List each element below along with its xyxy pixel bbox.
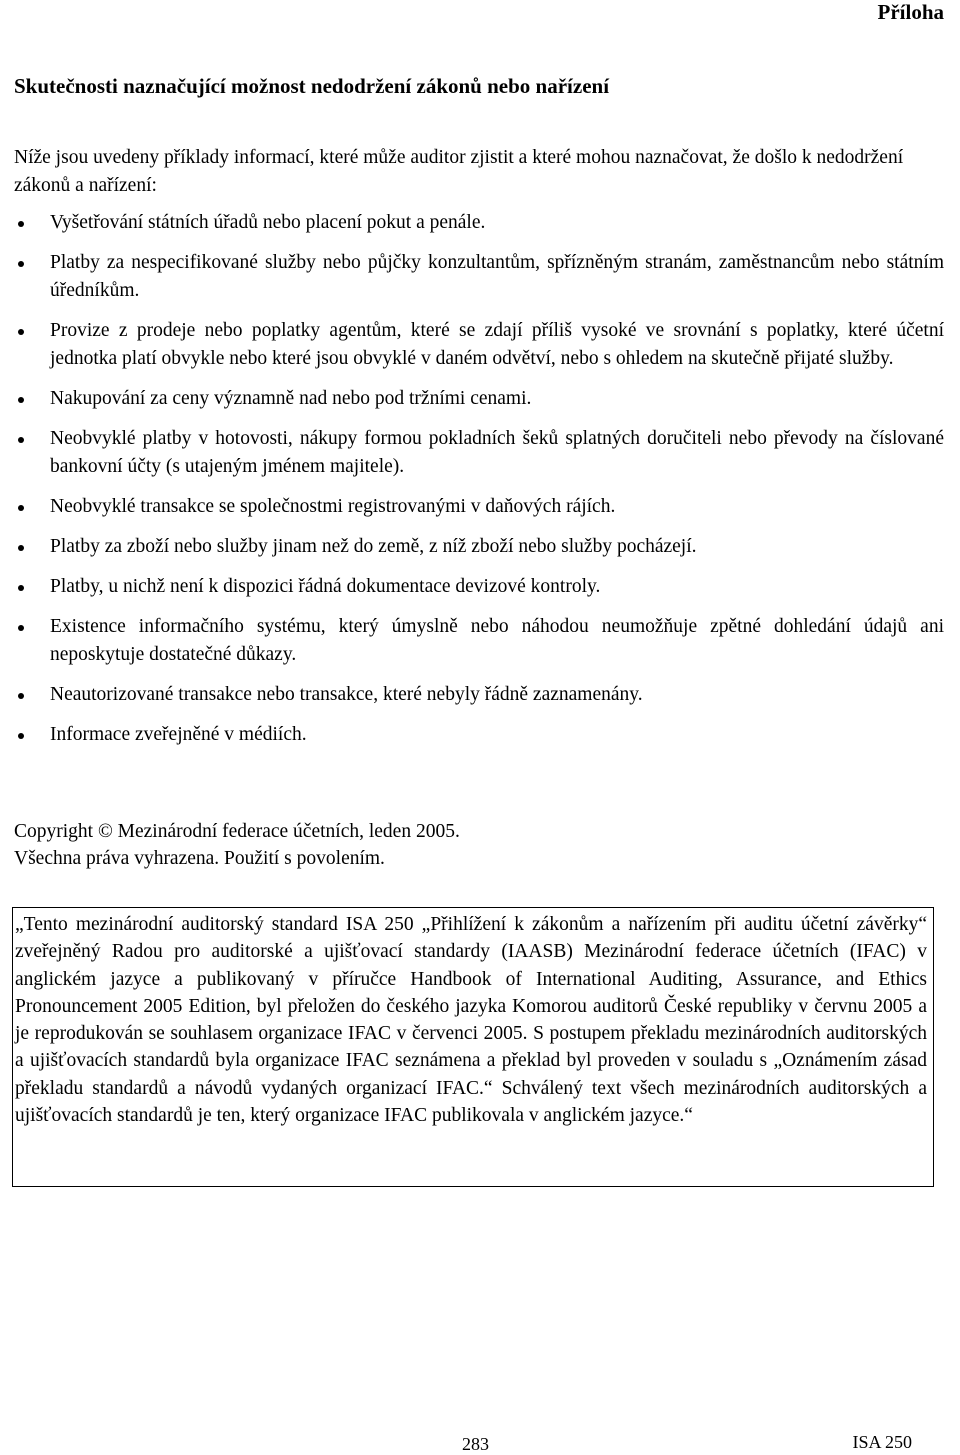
copyright-block bbox=[14, 818, 944, 872]
bullet-icon bbox=[18, 221, 24, 227]
list-item-text: Platby za nespecifikované služby nebo půjčky konzultantům, spřízněným stranám, zaměstnancům nebo státním úředníkům. bbox=[50, 252, 944, 301]
rights-line: Všechna práva vyhrazena. Použití s povolením. bbox=[14, 848, 385, 869]
copyright-line: Copyright © Mezinárodní federace účetních, leden 2005. bbox=[14, 821, 460, 842]
list-item bbox=[14, 385, 944, 413]
list-item bbox=[14, 209, 944, 237]
list-item-text: Vyšetřování státních úřadů nebo placení pokut a penále. bbox=[50, 212, 486, 233]
list-item bbox=[14, 425, 944, 481]
bullet-icon bbox=[18, 625, 24, 631]
list-item-text: Neautorizované transakce nebo transakce, které nebyly řádně zaznamenány. bbox=[50, 684, 643, 705]
list-item-text: Informace zveřejněné v médiích. bbox=[50, 724, 307, 745]
bullet-icon bbox=[18, 261, 24, 267]
translation-notice-text: „Tento mezinárodní auditorský standard ISA 250 „Přihlížení k zákonům a nařízením při auditu účetní závěrky“ zveřejněný Radou pro auditorské a ujišťovací standardy (IAASB) Mezinárodní federace účetních (IFAC) v anglickém jazyce a publikovaný v příručce Handbook of International Auditing, Assurance, and Ethics Pronouncement 2005 Edition, byl přeložen do českého jazyka Komorou auditorů České republiky v červnu 2005 a je reprodukován se souhlasem organizace IFAC v červenci 2005. S postupem překladu mezinárodních auditorských a ujišťovacích standardů byla organizace IFAC seznámena a překlad byl proveden v souladu s „Oznámením zásad překladu standardů a návodů vydaných organizací IFAC.“ Schválený text všech mezinárodních auditorských a ujišťovacích standardů je ten, který organizace IFAC publikovala v anglickém jazyce.“ bbox=[15, 914, 927, 1127]
list-item bbox=[14, 317, 944, 373]
list-item-text: Neobvyklé transakce se společnostmi registrovanými v daňových rájích. bbox=[50, 496, 616, 517]
bullet-icon bbox=[18, 545, 24, 551]
bullet-icon bbox=[18, 585, 24, 591]
list-item-text: Existence informačního systému, který úmyslně nebo náhodou neumožňuje zpětné dohledání údajů ani neposkytuje dostatečné důkazy. bbox=[50, 616, 944, 665]
list-item bbox=[14, 721, 944, 749]
list-item-text: Nakupování za ceny významně nad nebo pod tržními cenami. bbox=[50, 388, 532, 409]
bullet-icon bbox=[18, 397, 24, 403]
list-item bbox=[14, 681, 944, 709]
page-number: 283 bbox=[462, 1434, 489, 1454]
bullet-icon bbox=[18, 437, 24, 443]
bullet-icon bbox=[18, 733, 24, 739]
list-item bbox=[14, 533, 944, 561]
list-item bbox=[14, 249, 944, 305]
standard-reference: ISA 250 bbox=[852, 1432, 912, 1452]
bullet-icon bbox=[18, 505, 24, 511]
list-item bbox=[14, 573, 944, 601]
list-item-text: Platby, u nichž není k dispozici řádná dokumentace devizové kontroly. bbox=[50, 576, 601, 597]
list-item bbox=[14, 493, 944, 521]
indicator-list bbox=[14, 209, 944, 761]
appendix-label: Příloha bbox=[877, 0, 944, 24]
list-item-text: Platby za zboží nebo služby jinam než do země, z níž zboží nebo služby pocházejí. bbox=[50, 536, 697, 557]
intro-paragraph: Níže jsou uvedeny příklady informací, které může auditor zjistit a které mohou naznačovat, že došlo k nedodržení zákonů a nařízení: bbox=[14, 147, 904, 196]
bullet-icon bbox=[18, 693, 24, 699]
list-item-text: Provize z prodeje nebo poplatky agentům, které se zdají příliš vysoké ve srovnání s poplatky, které účetní jednotka platí obvykle nebo které jsou obvyklé v daném odvětví, nebo s ohledem na skutečně přijaté služby. bbox=[50, 320, 944, 369]
bullet-icon bbox=[18, 329, 24, 335]
page-title: Skutečnosti naznačující možnost nedodržení zákonů nebo nařízení bbox=[14, 74, 610, 98]
list-item bbox=[14, 613, 944, 669]
list-item-text: Neobvyklé platby v hotovosti, nákupy formou pokladních šeků splatných doručiteli nebo převody na číslované bankovní účty (s utajeným jménem majitele). bbox=[50, 428, 944, 477]
translation-notice-box bbox=[12, 907, 934, 1187]
